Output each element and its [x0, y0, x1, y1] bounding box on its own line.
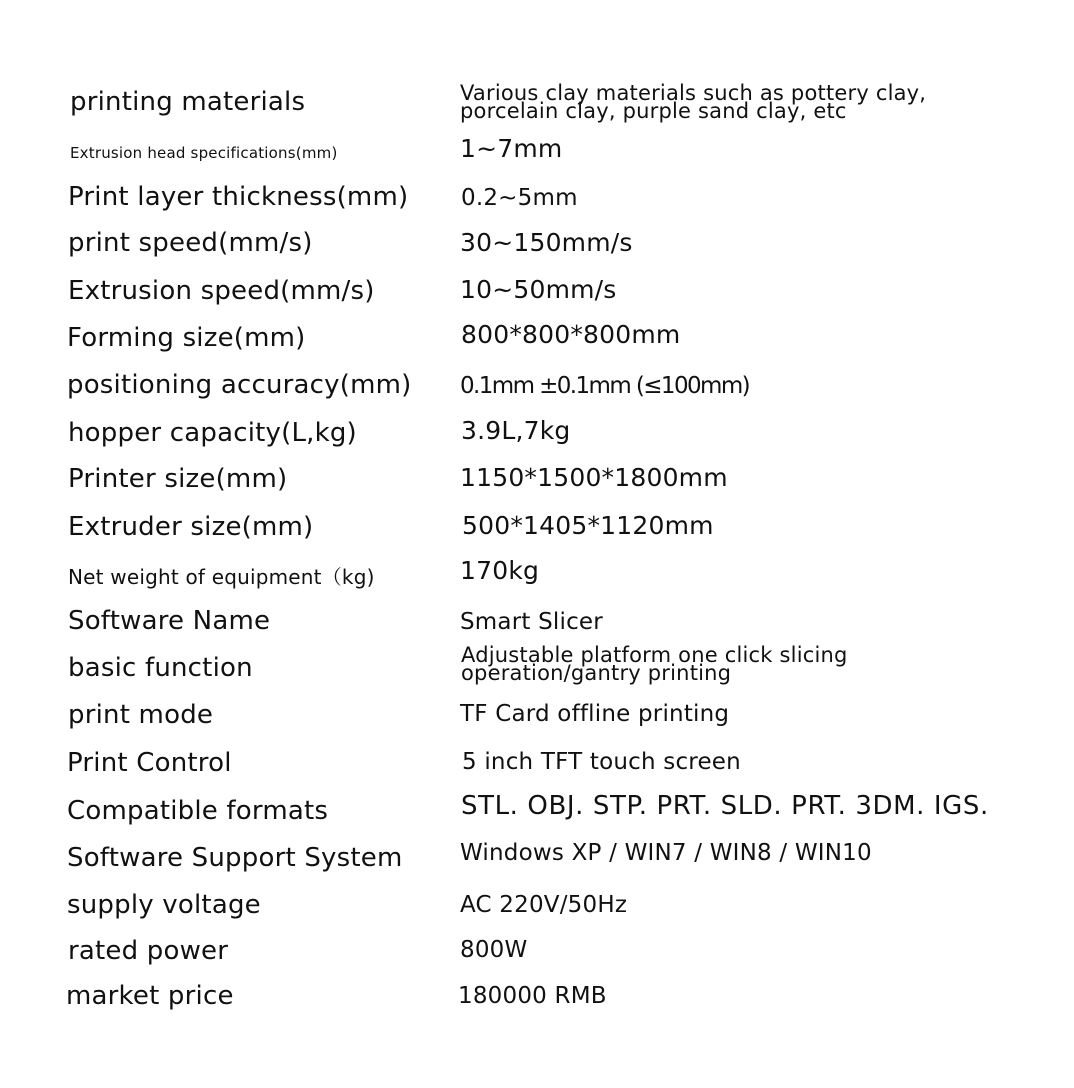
spec-label-printer-size: Printer size(mm) [68, 464, 288, 494]
spec-label-layer-thickness: Print layer thickness(mm) [68, 182, 409, 212]
spec-value-forming-size: 800*800*800mm [461, 320, 681, 349]
spec-label-print-mode: print mode [68, 700, 214, 730]
spec-value-extrusion-head: 1~7mm [460, 134, 563, 163]
spec-label-positioning-accuracy: positioning accuracy(mm) [67, 370, 412, 400]
spec-label-extrusion-speed: Extrusion speed(mm/s) [68, 276, 375, 306]
spec-value-basic-function: Adjustable platform one click slicing operation/gantry printing [461, 643, 848, 685]
spec-value-positioning-accuracy: 0.1mm ±0.1mm (≤100mm) [460, 373, 749, 399]
spec-value-hopper-capacity: 3.9L,7kg [461, 416, 571, 445]
spec-value-market-price: 180000 RMB [458, 983, 607, 1009]
spec-label-print-speed: print speed(mm/s) [68, 228, 313, 258]
spec-value-supply-voltage: AC 220V/50Hz [460, 892, 628, 918]
spec-value-printer-size: 1150*1500*1800mm [460, 463, 728, 492]
spec-label-extrusion-head: Extrusion head specifications(mm) [70, 144, 338, 162]
spec-value-compatible-formats: STL. OBJ. STP. PRT. SLD. PRT. 3DM. IGS. [461, 791, 989, 821]
spec-label-rated-power: rated power [68, 936, 229, 966]
spec-value-net-weight: 170kg [460, 556, 540, 585]
spec-value-print-speed: 30~150mm/s [460, 228, 633, 257]
spec-value-support-system: Windows XP / WIN7 / WIN8 / WIN10 [460, 840, 872, 866]
spec-value-print-control: 5 inch TFT touch screen [462, 749, 741, 775]
spec-label-print-control: Print Control [67, 748, 232, 778]
spec-label-printing-materials: printing materials [70, 87, 306, 117]
spec-value-printing-materials: Various clay materials such as pottery clay, porcelain clay, purple sand clay, etc [460, 81, 927, 123]
spec-value-layer-thickness: 0.2~5mm [461, 185, 578, 211]
spec-label-extruder-size: Extruder size(mm) [68, 512, 314, 542]
spec-value-rated-power: 800W [460, 937, 528, 963]
spec-label-compatible-formats: Compatible formats [67, 796, 329, 826]
spec-label-supply-voltage: supply voltage [67, 890, 261, 920]
spec-value-extruder-size: 500*1405*1120mm [462, 511, 714, 540]
spec-value-software-name: Smart Slicer [460, 609, 603, 635]
spec-label-market-price: market price [66, 981, 234, 1011]
spec-label-forming-size: Forming size(mm) [67, 323, 306, 353]
spec-label-hopper-capacity: hopper capacity(L,kg) [68, 418, 357, 448]
spec-label-software-name: Software Name [68, 606, 271, 636]
spec-label-support-system: Software Support System [67, 843, 403, 873]
spec-label-basic-function: basic function [68, 653, 253, 683]
spec-value-extrusion-speed: 10~50mm/s [460, 275, 617, 304]
spec-value-print-mode: TF Card offline printing [460, 701, 730, 727]
spec-label-net-weight: Net weight of equipment（kg) [68, 565, 375, 589]
